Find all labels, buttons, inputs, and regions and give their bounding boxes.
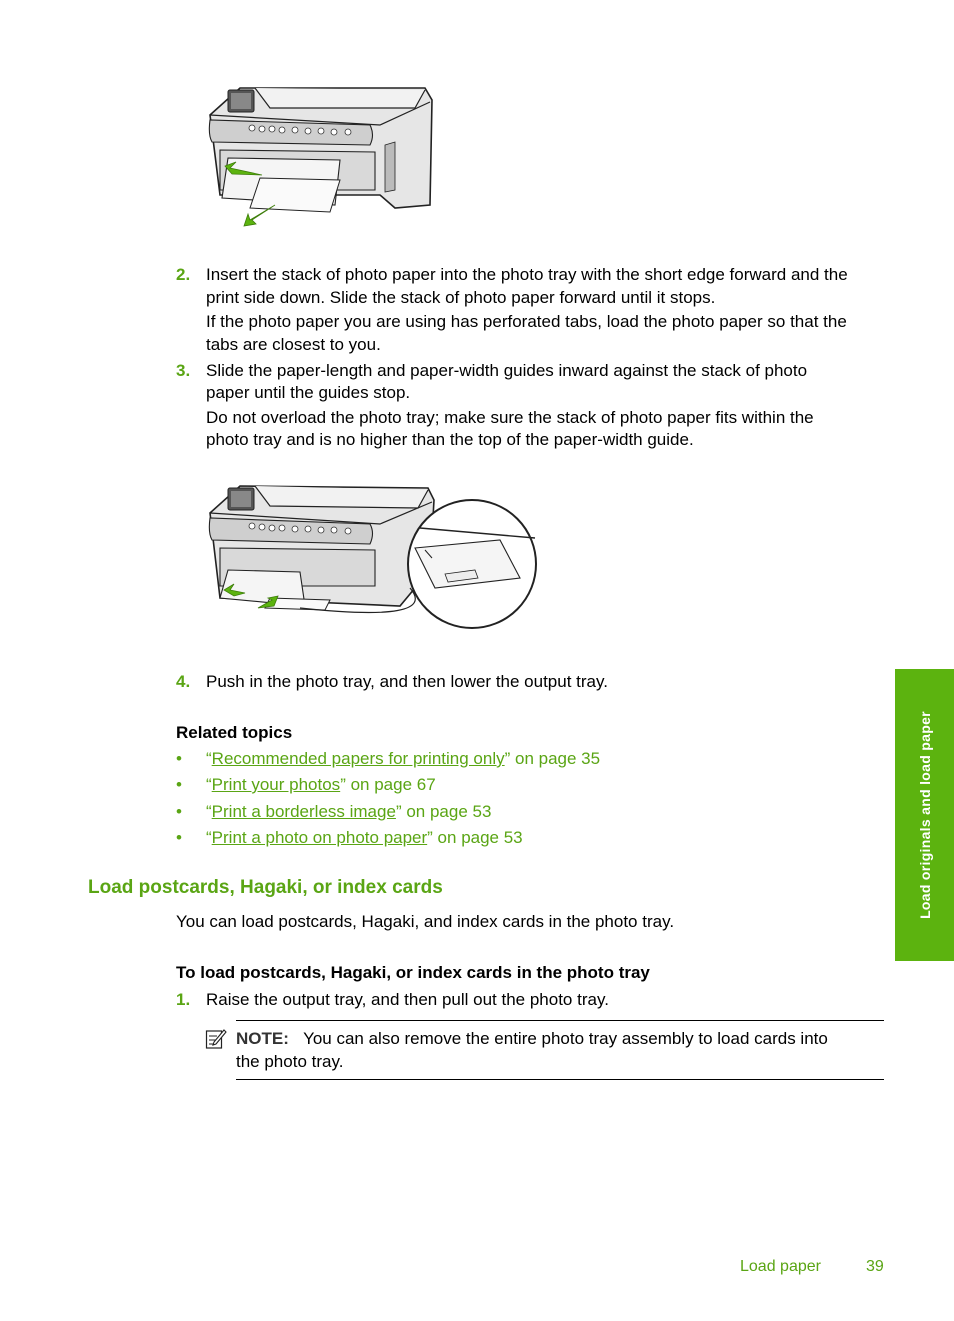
- quote-open: “: [206, 749, 212, 768]
- note-text-continued: the photo tray.: [236, 1052, 344, 1071]
- page-reference: ” on page 67: [340, 775, 436, 794]
- printer-illustration-guides: [200, 478, 545, 638]
- chapter-side-tab: [895, 669, 954, 961]
- step-text: print side down. Slide the stack of photo paper forward until it stops.: [206, 288, 716, 307]
- step-subtext: Do not overload the photo tray; make sure the stack of photo paper fits within the: [206, 408, 814, 427]
- step-number: 1.: [176, 990, 191, 1009]
- bullet: •: [176, 775, 182, 794]
- step-subtext: photo tray and is no higher than the top of the paper-width guide.: [206, 430, 694, 449]
- chapter-side-tab-label: Load originals and load paper: [916, 711, 933, 919]
- step-number: 2.: [176, 265, 191, 284]
- link-recommended-papers[interactable]: Recommended papers for printing only: [211, 749, 505, 768]
- footer-page-number: 39: [866, 1258, 884, 1275]
- section-intro: You can load postcards, Hagaki, and index cards in the photo tray.: [176, 912, 675, 931]
- link-print-photo-paper[interactable]: Print a photo on photo paper: [211, 828, 428, 847]
- step-text: Insert the stack of photo paper into the photo tray with the short edge forward and the: [206, 265, 848, 284]
- step-subtext: tabs are closest to you.: [206, 335, 381, 354]
- step-subtext: If the photo paper you are using has perforated tabs, load the photo paper so that the: [206, 312, 847, 331]
- step-text: Slide the paper-length and paper-width guides inward against the stack of photo: [206, 361, 808, 380]
- note-icon: [205, 1028, 227, 1050]
- quote-open: “: [206, 802, 212, 821]
- procedure-heading: To load postcards, Hagaki, or index cards in the photo tray: [176, 963, 650, 982]
- link-print-borderless[interactable]: Print a borderless image: [211, 802, 396, 821]
- step-number: 3.: [176, 361, 191, 380]
- step-text: paper until the guides stop.: [206, 383, 411, 402]
- related-item: [206, 826, 523, 849]
- step-text: Push in the photo tray, and then lower the output tray.: [206, 672, 608, 691]
- step-number: 4.: [176, 672, 191, 691]
- related-item: [206, 747, 600, 770]
- printer-illustration-top: [200, 80, 440, 230]
- note-text: You can also remove the entire photo tray assembly to load cards into: [303, 1029, 828, 1048]
- bullet: •: [176, 802, 182, 821]
- related-item: [206, 773, 436, 796]
- bullet: •: [176, 749, 182, 768]
- quote-open: “: [206, 775, 212, 794]
- note-line: [236, 1027, 828, 1050]
- related-item: [206, 800, 491, 823]
- related-topics-heading: Related topics: [176, 723, 293, 742]
- link-print-your-photos[interactable]: Print your photos: [211, 775, 341, 794]
- page-reference: ” on page 53: [427, 828, 523, 847]
- footer-section-name: Load paper: [740, 1258, 821, 1275]
- bullet: •: [176, 828, 182, 847]
- section-title: Load postcards, Hagaki, or index cards: [88, 877, 443, 898]
- quote-open: “: [206, 828, 212, 847]
- page-reference: ” on page 35: [504, 749, 601, 768]
- page-reference: ” on page 53: [395, 802, 492, 821]
- note-label: NOTE:: [236, 1029, 289, 1048]
- step-text: Raise the output tray, and then pull out the photo tray.: [206, 990, 609, 1009]
